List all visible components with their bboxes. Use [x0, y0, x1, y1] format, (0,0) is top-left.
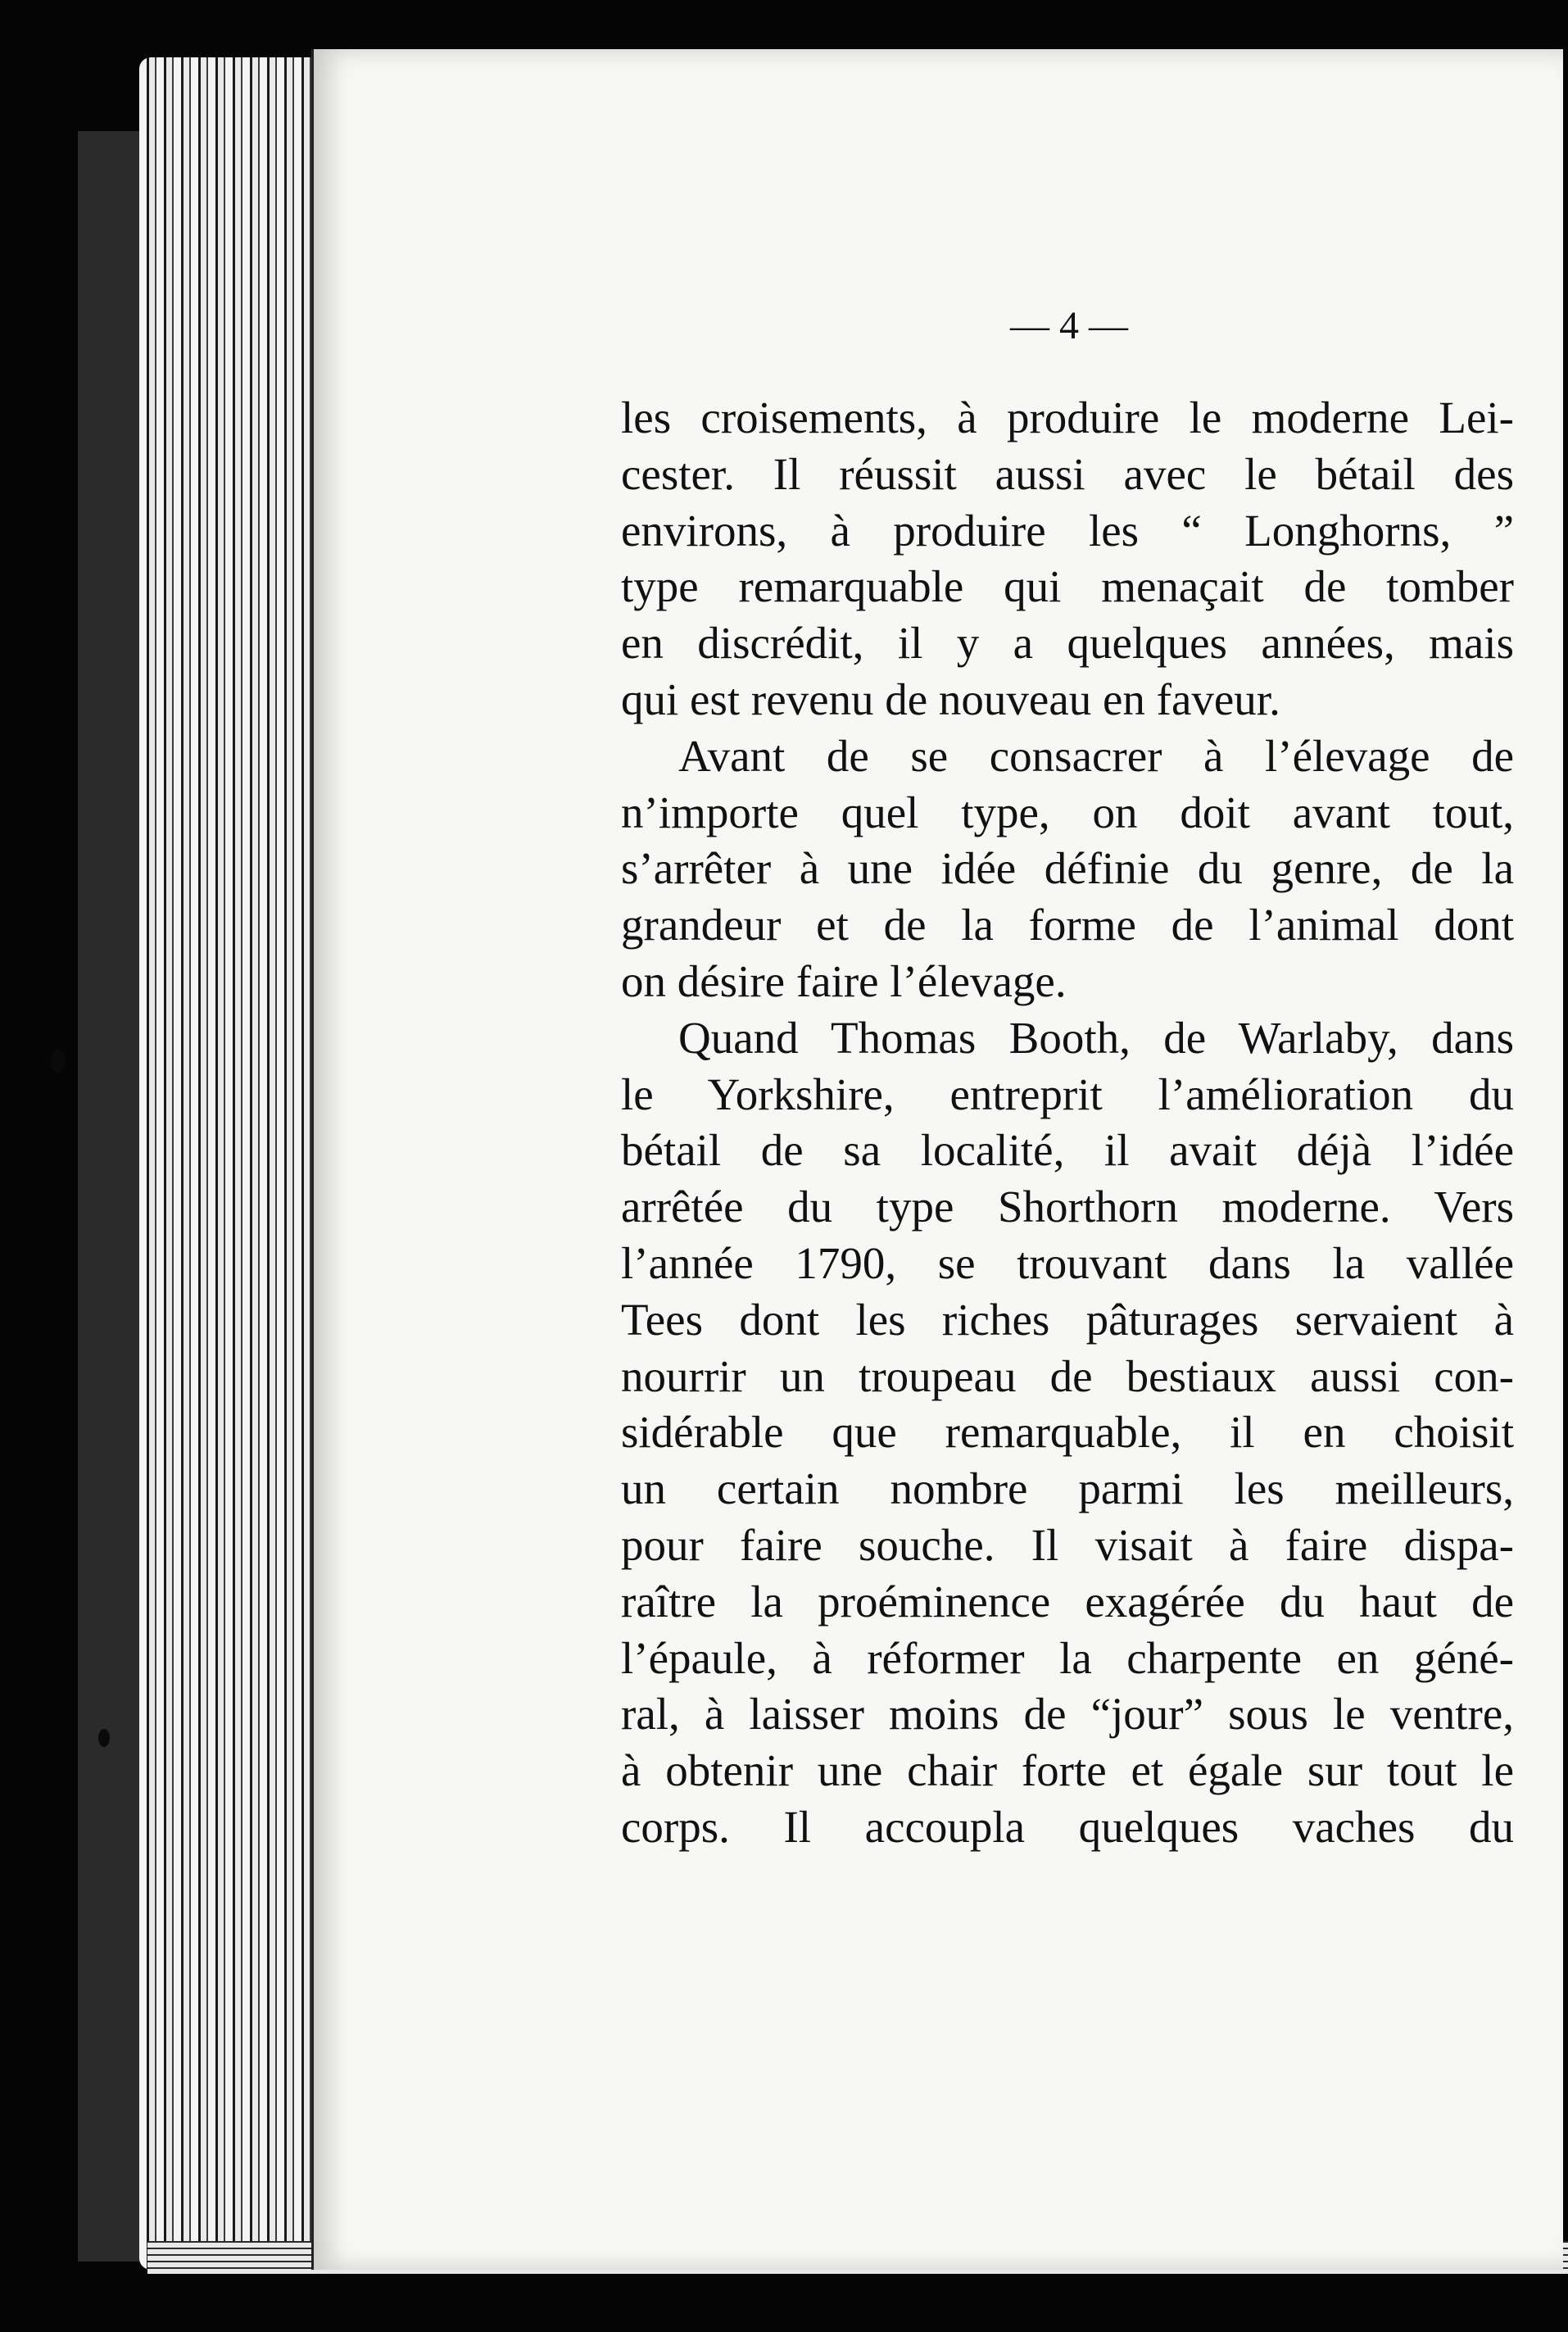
text-line: s’arrêter à une idée définie du genre, de la: [621, 843, 1514, 894]
text-line: arrêtée du type Shorthorn moderne. Vers: [621, 1182, 1514, 1232]
text-line: un certain nombre parmi les meilleurs,: [621, 1463, 1514, 1514]
text-line: Tees dont les riches pâturages servaient à: [621, 1294, 1514, 1345]
text-line: grandeur et de la forme de l’animal dont: [621, 900, 1514, 950]
text-line: type remarquable qui menaçait de tomber: [621, 561, 1514, 612]
text-line: Quand Thomas Booth, de Warlaby, dans: [678, 1012, 1514, 1063]
text-line: ral, à laisser moins de “jour” sous le ventre,: [621, 1689, 1514, 1740]
page-number: — 4 —: [1010, 304, 1128, 347]
text-line: l’épaule, à réformer la charpente en géné-: [621, 1632, 1514, 1683]
text-line: qui est revenu de nouveau en faveur.: [621, 674, 1280, 724]
text-line: on désire faire l’élevage.: [621, 955, 1067, 1006]
text-line: environs, à produire les “ Longhorns, ”: [621, 505, 1514, 556]
text-line: raître la proéminence exagérée du haut de: [621, 1576, 1514, 1627]
text-line: l’année 1790, se trouvant dans la vallée: [621, 1237, 1514, 1288]
body-text: [621, 390, 1514, 1856]
speck-mark: [51, 1049, 66, 1073]
text-line: Avant de se consacrer à l’élevage de: [678, 730, 1514, 781]
text-line: en discrédit, il y a quelques années, mais: [621, 618, 1514, 669]
text-line: nourrir un troupeau de bestiaux aussi con-: [621, 1350, 1514, 1401]
speck-mark: [98, 1729, 110, 1747]
page-edges-stack: [139, 57, 328, 2270]
text-line: le Yorkshire, entreprit l’amélioration du: [621, 1068, 1514, 1119]
text-line: à obtenir une chair forte et égale sur tout le: [621, 1745, 1514, 1796]
text-line: pour faire souche. Il visait à faire dispa-: [621, 1519, 1514, 1570]
text-line: sidérable que remarquable, il en choisit: [621, 1407, 1514, 1458]
text-line: corps. Il accoupla quelques vaches du: [621, 1801, 1514, 1852]
text-line: les croisements, à produire le moderne Lei-: [621, 392, 1514, 442]
text-line: cester. Il réussit aussi avec le bétail des: [621, 448, 1514, 499]
text-line: bétail de sa localité, il avait déjà l’idée: [621, 1125, 1514, 1176]
text-line: n’importe quel type, on doit avant tout,: [621, 787, 1514, 837]
